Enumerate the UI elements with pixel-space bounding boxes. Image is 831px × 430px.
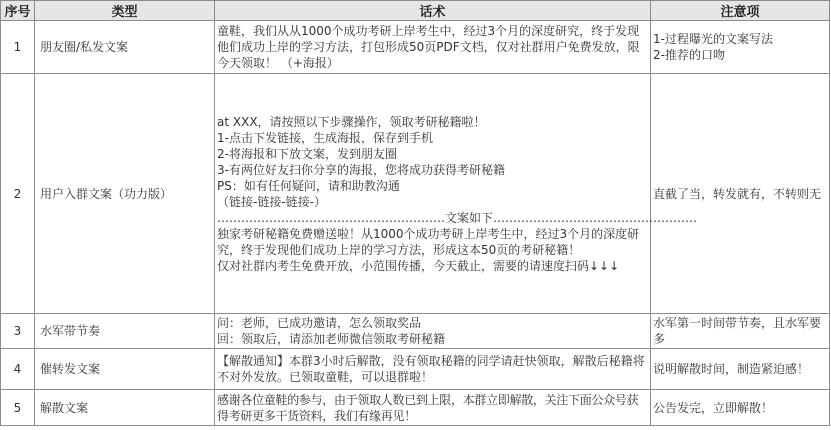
row-no: 4 xyxy=(1,349,35,390)
header-notes: 注意项 xyxy=(651,1,830,21)
row-no: 5 xyxy=(1,390,35,426)
script-line: 1-点击下发链接，生成海报，保存到手机 xyxy=(217,130,433,145)
script-line: PS：如有任何疑问，请和助教沟通 xyxy=(217,178,400,193)
note-line: 2-推荐的口吻 xyxy=(653,48,725,62)
table-row xyxy=(1,390,830,426)
row-type: 朋友圈/私发文案 xyxy=(35,21,215,74)
script-line: 仅对社群内考生免费开放，小范围传播，今天截止，需要的请速度扫码↓↓↓ xyxy=(217,258,620,273)
row-notes xyxy=(651,21,830,74)
row-type: 解散文案 xyxy=(35,390,215,426)
script-line: 回：领取后，请添加老师微信领取考研秘籍 xyxy=(217,332,446,346)
script-line: 童鞋，我们从从1000个成功考研上岸考生中，经过3个月的深度研究，终于发现他们成功上岸的学习方法，打包形成50页PDF文档，仅对社群用户免费发放，限今天领取！ （+海报） xyxy=(217,24,640,70)
row-script xyxy=(215,21,651,74)
script-line: 问：老师，已成功邀请，怎么领取奖品 xyxy=(217,316,422,330)
script-line: 2-将海报和下放文案，发到朋友圈 xyxy=(217,146,397,161)
row-type: 水军带节奏 xyxy=(35,314,215,349)
row-script xyxy=(215,349,651,390)
script-line: （链接-链接-链接-） xyxy=(217,194,326,209)
note-line: 直截了当，转发就有，不转则无 xyxy=(653,186,822,201)
script-line: 【解散通知】本群3小时后解散，没有领取秘籍的同学请赶快领取，解散后秘籍将不对外发放。已领取童鞋，可以退群啦！ xyxy=(217,354,645,384)
row-script xyxy=(215,390,651,426)
row-script xyxy=(215,314,651,349)
header-no: 序号 xyxy=(1,1,35,21)
table-row xyxy=(1,74,830,314)
header-script: 话术 xyxy=(215,1,651,21)
script-line: at XXX，请按照以下步骤操作，领取考研秘籍啦！ xyxy=(217,114,486,129)
row-notes xyxy=(651,390,830,426)
row-notes xyxy=(651,349,830,390)
row-no: 3 xyxy=(1,314,35,349)
note-line: 说明解散时间，制造紧迫感！ xyxy=(653,362,810,376)
table-row xyxy=(1,314,830,349)
row-notes xyxy=(651,74,830,314)
row-notes xyxy=(651,314,830,349)
row-no: 1 xyxy=(1,21,35,74)
separator-line: …………………………………………………文案如下…………………………………………… xyxy=(217,210,698,225)
table-row xyxy=(1,349,830,390)
note-line: 水军第一时间带节奏，且水军要多 xyxy=(653,316,822,346)
header-type: 类型 xyxy=(35,1,215,21)
script-line: 独家考研秘籍免费赠送啦！从1000个成功考研上岸考生中，经过3个月的深度研究，终于发现他们成功上岸的学习方法，形成这本50页的考研秘籍！ xyxy=(217,226,640,257)
note-line: 1-过程曝光的文案写法 xyxy=(653,32,773,46)
table-row xyxy=(1,21,830,74)
script-line: 感谢各位童鞋的参与，由于领取人数已到上限，本群立即解散，关注下面公众号获得考研更多干货资料，我们有缘再见！ xyxy=(217,392,639,423)
row-type: 用户入群文案（功力版） xyxy=(35,74,215,314)
header-row xyxy=(1,1,830,21)
row-no: 2 xyxy=(1,74,35,314)
script-line: 3-有两位好友扫你分享的海报，您将成功获得考研秘籍 xyxy=(217,162,505,177)
row-type: 催转发文案 xyxy=(35,349,215,390)
row-script xyxy=(215,74,698,314)
note-line: 公告发完，立即解散！ xyxy=(653,400,774,415)
